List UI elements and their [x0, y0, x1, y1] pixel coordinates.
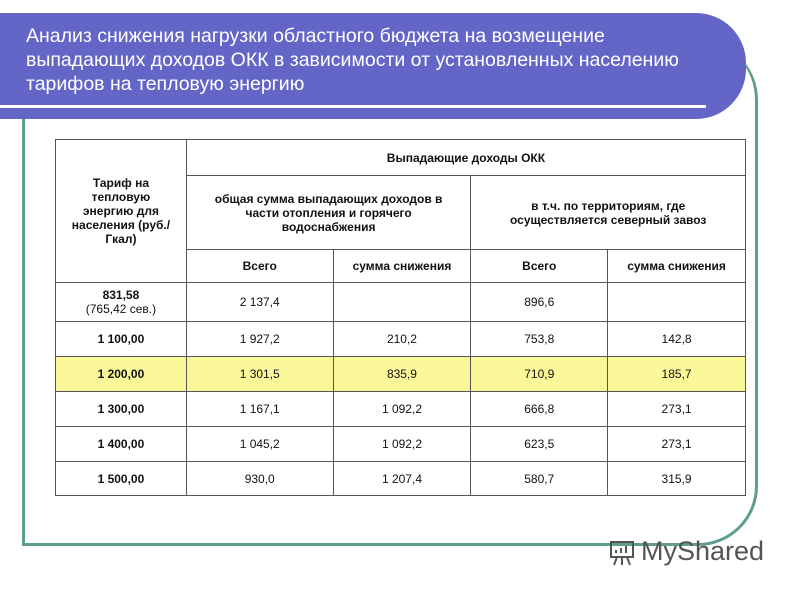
total-cell: 2 137,4: [186, 283, 333, 322]
header-north-reduction: сумма снижения: [608, 250, 746, 283]
reduction-cell: 1 092,2: [333, 427, 471, 462]
watermark-logo: [607, 536, 764, 567]
watermark-text: MyShared: [641, 536, 765, 566]
reduction-cell: 210,2: [333, 322, 471, 357]
budget-table: [55, 139, 746, 496]
north-reduction-cell: 185,7: [608, 357, 746, 392]
tariff-cell: 831,58 (765,42 сев.): [56, 283, 187, 322]
north-total-cell: 666,8: [471, 392, 608, 427]
table-row: [56, 392, 746, 427]
north-reduction-cell: 315,9: [608, 462, 746, 496]
header-reduction: сумма снижения: [333, 250, 471, 283]
reduction-cell: [333, 283, 471, 322]
table-row: [56, 427, 746, 462]
north-total-cell: 896,6: [471, 283, 608, 322]
header-total: Всего: [186, 250, 333, 283]
table-row: [56, 283, 746, 322]
tariff-cell: 1 300,00: [56, 392, 187, 427]
table-row: [56, 322, 746, 357]
presentation-board-icon: [607, 537, 637, 567]
north-total-cell: 623,5: [471, 427, 608, 462]
header-tariff: Тариф на тепловую энергию для населения (руб./Гкал): [56, 140, 187, 283]
tariff-cell: 1 500,00: [56, 462, 187, 496]
north-total-cell: 753,8: [471, 322, 608, 357]
reduction-cell: 1 092,2: [333, 392, 471, 427]
tariff-cell: 1 200,00: [56, 357, 187, 392]
total-cell: 1 167,1: [186, 392, 333, 427]
title-underline: [0, 105, 706, 108]
total-cell: 1 045,2: [186, 427, 333, 462]
north-reduction-cell: 142,8: [608, 322, 746, 357]
north-reduction-cell: [608, 283, 746, 322]
reduction-cell: 1 207,4: [333, 462, 471, 496]
slide-title: Анализ снижения нагрузки областного бюджета на возмещение выпадающих доходов ОКК в зависимости от установленных населению тарифов на тепловую энергию: [26, 25, 679, 95]
tariff-cell: 1 400,00: [56, 427, 187, 462]
total-cell: 930,0: [186, 462, 333, 496]
reduction-cell: 835,9: [333, 357, 471, 392]
table-row-highlighted: [56, 357, 746, 392]
north-total-cell: 580,7: [471, 462, 608, 496]
header-north: в т.ч. по территориям, где осуществляется северный завоз: [471, 176, 746, 250]
total-cell: 1 927,2: [186, 322, 333, 357]
north-reduction-cell: 273,1: [608, 392, 746, 427]
total-cell: 1 301,5: [186, 357, 333, 392]
header-lost-income: Выпадающие доходы ОКК: [186, 140, 745, 176]
table-row: [56, 462, 746, 496]
header-north-total: Всего: [471, 250, 608, 283]
tariff-cell: 1 100,00: [56, 322, 187, 357]
header-total-sum: общая сумма выпадающих доходов в части отопления и горячего водоснабжения: [186, 176, 471, 250]
north-reduction-cell: 273,1: [608, 427, 746, 462]
north-total-cell: 710,9: [471, 357, 608, 392]
